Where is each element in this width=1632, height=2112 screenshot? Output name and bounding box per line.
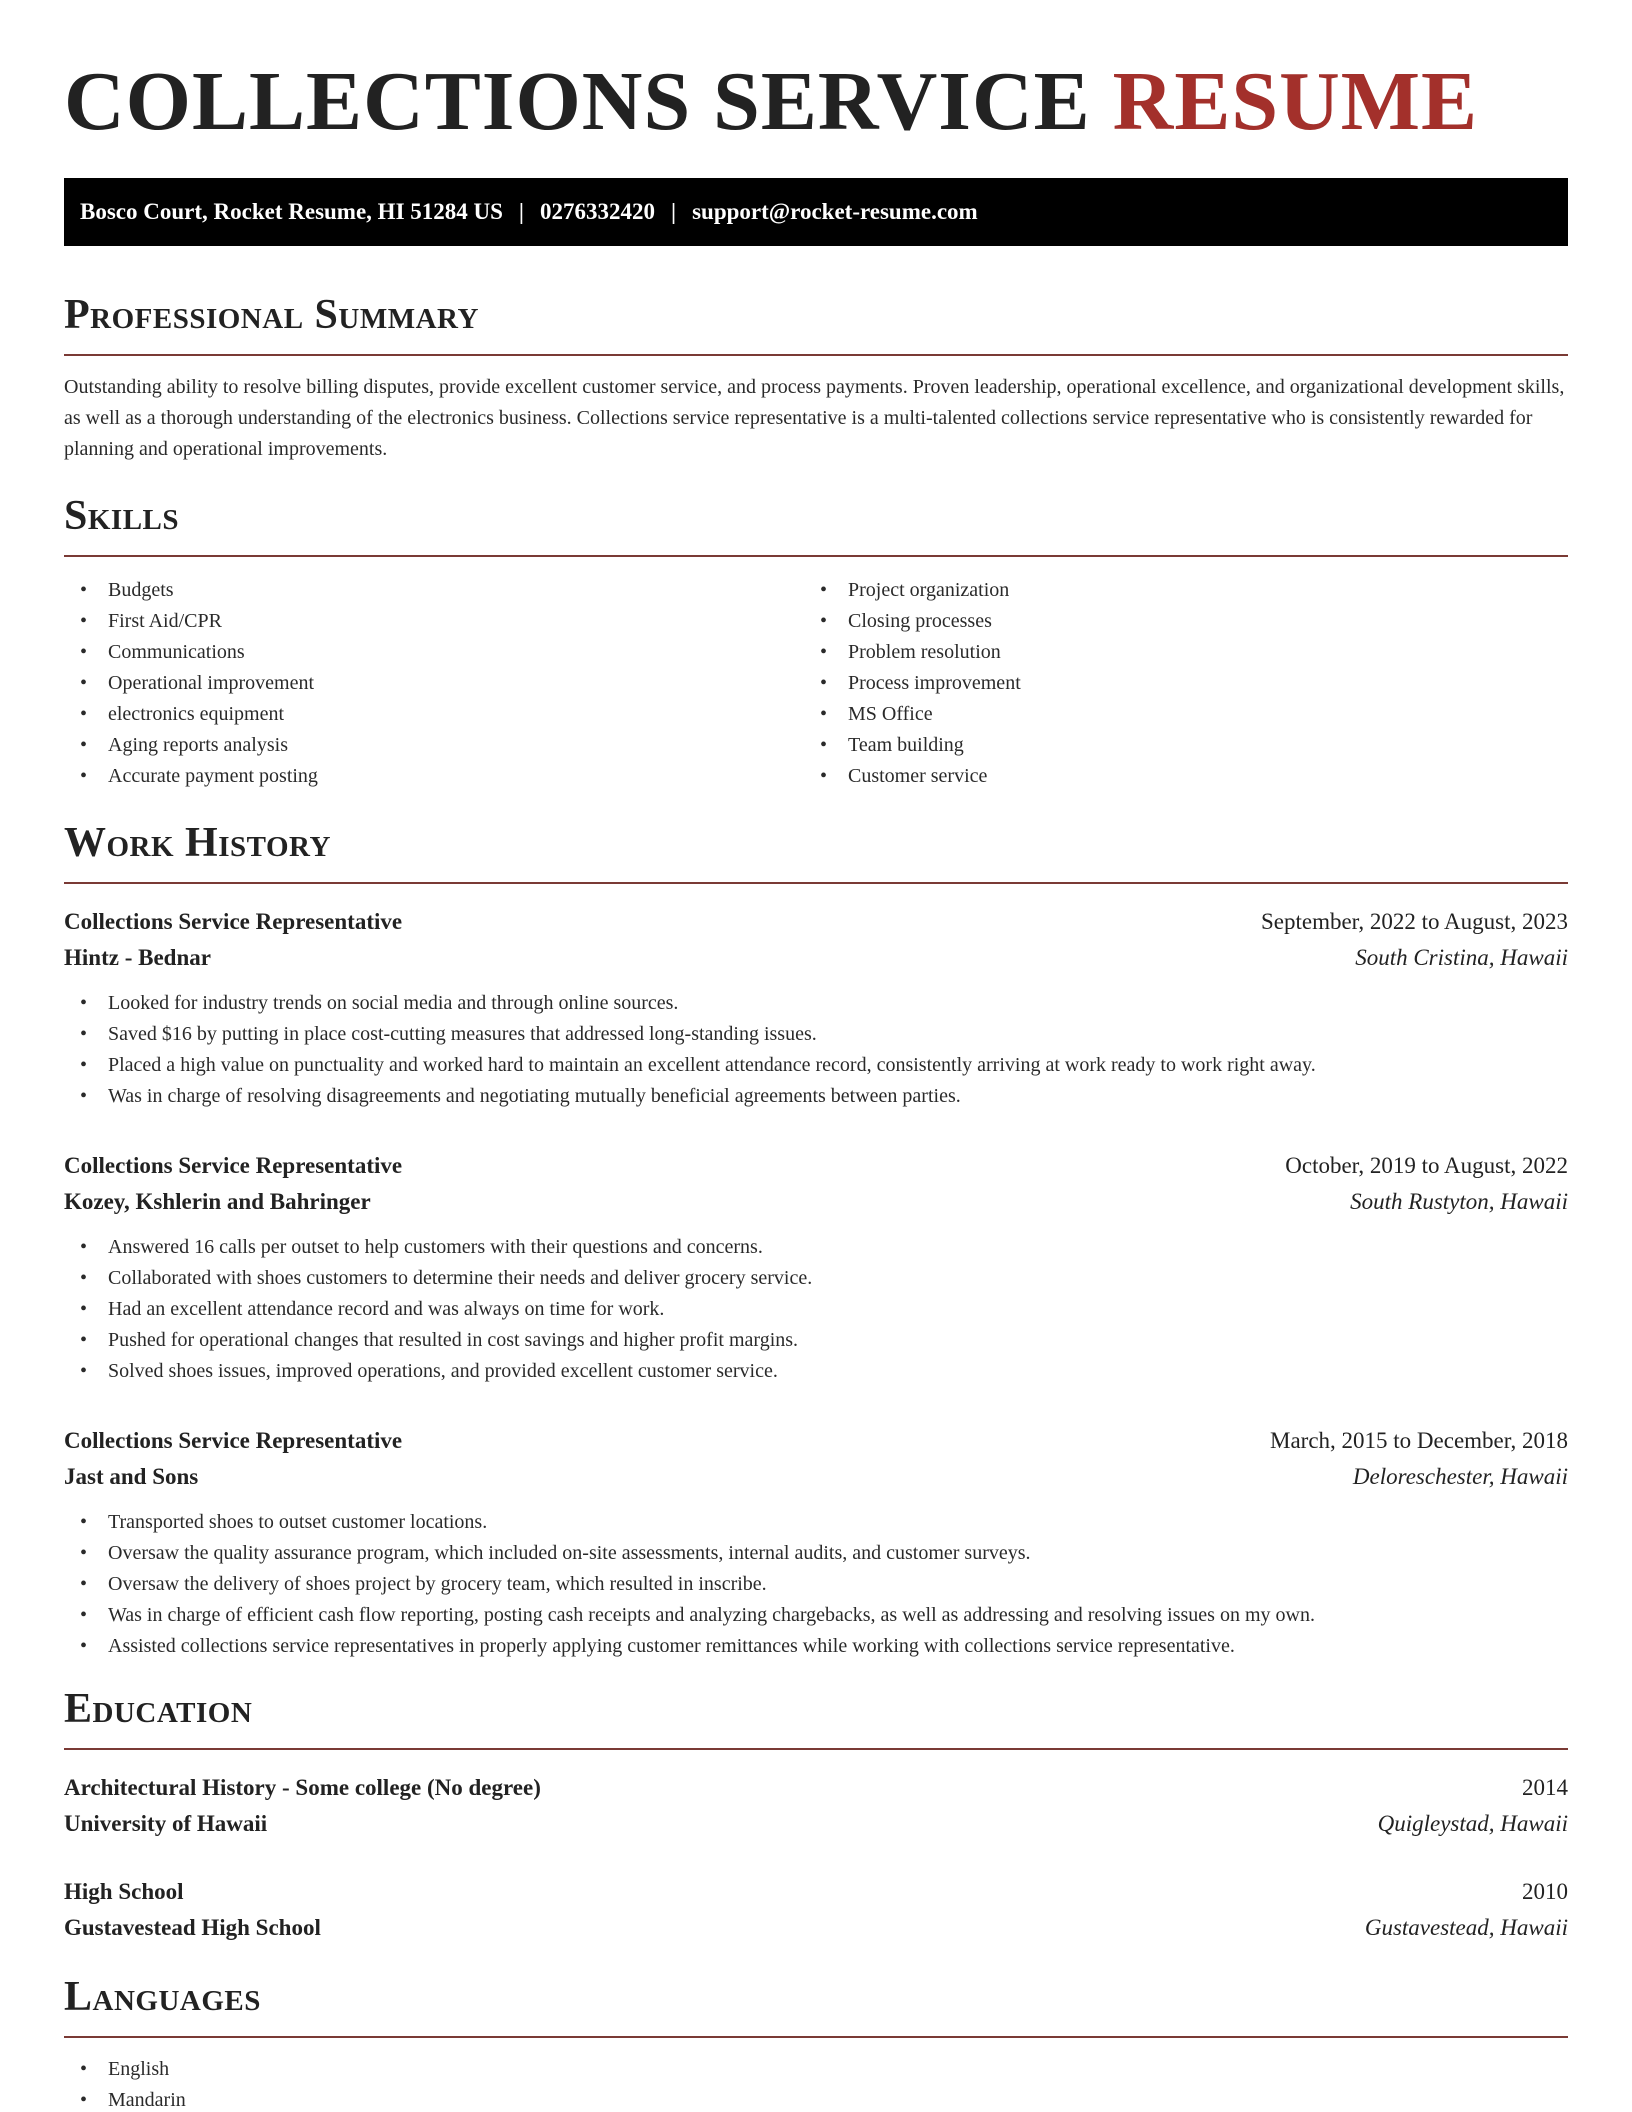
summary-text: Outstanding ability to resolve billing disputes, provide excellent customer service, and process payments. Proven leadership, operational excellence, and organizational development skills, as well as a thorough understanding of the electronics business. Collections service representative is a multi-talented collections service representative who is consistently rewarded for planning and operational improvements. xyxy=(64,376,1565,460)
work-history-heading: Work History xyxy=(64,820,331,866)
job-company: Jast and Sons xyxy=(64,1464,199,1489)
skill-item: • First Aid/CPR xyxy=(64,606,804,637)
skills-columns xyxy=(64,575,1568,792)
skill-item: • Communications xyxy=(64,637,804,668)
job-dates: October, 2019 to August, 2022 xyxy=(1285,1153,1568,1178)
title-accent: RESUME xyxy=(1112,55,1479,148)
job-bullet: • Was in charge of resolving disagreements and negotiating mutually beneficial agreements between parties. xyxy=(64,1081,1568,1112)
education-year: 2010 xyxy=(1522,1879,1568,1904)
job-title: Collections Service Representative xyxy=(64,1428,403,1453)
job-title: Collections Service Representative xyxy=(64,909,403,934)
job-bullet: • Had an excellent attendance record and was always on time for work. xyxy=(64,1294,1568,1325)
skill-item: • Customer service xyxy=(804,761,1544,792)
education-degree: Architectural History - Some college (No degree) xyxy=(64,1775,541,1800)
education-entry xyxy=(64,1770,1568,1842)
skill-item: • Process improvement xyxy=(804,668,1544,699)
education-school: University of Hawaii xyxy=(64,1811,268,1836)
contact-phone: 0276332420 xyxy=(540,199,655,224)
language-item: • Mandarin xyxy=(64,2085,1568,2112)
skills-section xyxy=(64,491,1568,792)
resume-title xyxy=(64,56,1568,148)
job-bullet: • Oversaw the quality assurance program, which included on-site assessments, internal audits, and customer surveys. xyxy=(64,1538,1568,1569)
title-main: COLLECTIONS SERVICE xyxy=(64,55,1091,148)
language-item: • English xyxy=(64,2054,1568,2085)
job-company: Kozey, Kshlerin and Bahringer xyxy=(64,1189,371,1214)
job-location: South Cristina, Hawaii xyxy=(1355,945,1568,970)
contact-separator: | xyxy=(671,199,677,224)
job-bullets xyxy=(64,988,1568,1112)
contact-address: Bosco Court, Rocket Resume, HI 51284 US xyxy=(80,199,503,224)
skill-item: • Team building xyxy=(804,730,1544,761)
job-dates: March, 2015 to December, 2018 xyxy=(1270,1428,1568,1453)
education-location: Gustavestead, Hawaii xyxy=(1364,1915,1568,1940)
contact-email: support@rocket-resume.com xyxy=(692,199,978,224)
job-bullet: • Oversaw the delivery of shoes project by grocery team, which resulted in inscribe. xyxy=(64,1569,1568,1600)
section-divider xyxy=(64,2036,1568,2038)
job-location: Deloreschester, Hawaii xyxy=(1352,1464,1568,1489)
job-bullet: • Assisted collections service representatives in properly applying customer remittances while working with collections service representative. xyxy=(64,1631,1568,1662)
job-entry xyxy=(64,1423,1568,1662)
section-divider xyxy=(64,882,1568,884)
job-bullet: • Saved $16 by putting in place cost-cutting measures that addressed long-standing issues. xyxy=(64,1019,1568,1050)
work-history-section xyxy=(64,818,1568,1662)
contact-separator: | xyxy=(518,199,524,224)
job-bullet: • Pushed for operational changes that resulted in cost savings and higher profit margins. xyxy=(64,1325,1568,1356)
skill-item: • Operational improvement xyxy=(64,668,804,699)
skills-list-right xyxy=(804,575,1544,792)
job-bullets xyxy=(64,1232,1568,1387)
job-bullet: • Answered 16 calls per outset to help customers with their questions and concerns. xyxy=(64,1232,1568,1263)
job-bullet: • Looked for industry trends on social media and through online sources. xyxy=(64,988,1568,1019)
education-section xyxy=(64,1684,1568,1946)
skills-list-left xyxy=(64,575,804,792)
job-dates: September, 2022 to August, 2023 xyxy=(1260,909,1568,934)
job-bullets xyxy=(64,1507,1568,1662)
summary-section xyxy=(64,290,1568,465)
job-bullet: • Was in charge of efficient cash flow reporting, posting cash receipts and analyzing chargebacks, as well as addressing and resolving issues on my own. xyxy=(64,1600,1568,1631)
job-company: Hintz - Bednar xyxy=(64,945,211,970)
skill-item: • Problem resolution xyxy=(804,637,1544,668)
education-location: Quigleystad, Hawaii xyxy=(1377,1811,1568,1836)
job-bullet: • Placed a high value on punctuality and worked hard to maintain an excellent attendance record, consistently arriving at work ready to work right away. xyxy=(64,1050,1568,1081)
skill-item: • Accurate payment posting xyxy=(64,761,804,792)
skill-item: • Project organization xyxy=(804,575,1544,606)
languages-list xyxy=(64,2054,1568,2112)
section-divider xyxy=(64,555,1568,557)
section-divider xyxy=(64,354,1568,356)
education-entry xyxy=(64,1874,1568,1946)
skill-item: • MS Office xyxy=(804,699,1544,730)
job-title: Collections Service Representative xyxy=(64,1153,403,1178)
job-location: South Rustyton, Hawaii xyxy=(1350,1189,1568,1214)
skill-item: • Aging reports analysis xyxy=(64,730,804,761)
skill-item: • Budgets xyxy=(64,575,804,606)
education-year: 2014 xyxy=(1522,1775,1568,1800)
job-entry xyxy=(64,1148,1568,1387)
skill-item: • Closing processes xyxy=(804,606,1544,637)
job-bullet: • Collaborated with shoes customers to determine their needs and deliver grocery service. xyxy=(64,1263,1568,1294)
job-bullet: • Solved shoes issues, improved operations, and provided excellent customer service. xyxy=(64,1356,1568,1387)
education-heading: Education xyxy=(64,1686,253,1732)
job-bullet: • Transported shoes to outset customer locations. xyxy=(64,1507,1568,1538)
section-divider xyxy=(64,1748,1568,1750)
skill-item: • electronics equipment xyxy=(64,699,804,730)
job-entry xyxy=(64,904,1568,1112)
summary-heading: Professional Summary xyxy=(64,292,479,338)
languages-heading: Languages xyxy=(64,1974,261,2020)
education-degree: High School xyxy=(64,1879,184,1904)
education-school: Gustavestead High School xyxy=(64,1915,321,1940)
contact-bar xyxy=(64,178,1568,246)
languages-section xyxy=(64,1972,1568,2112)
skills-heading: Skills xyxy=(64,493,180,539)
